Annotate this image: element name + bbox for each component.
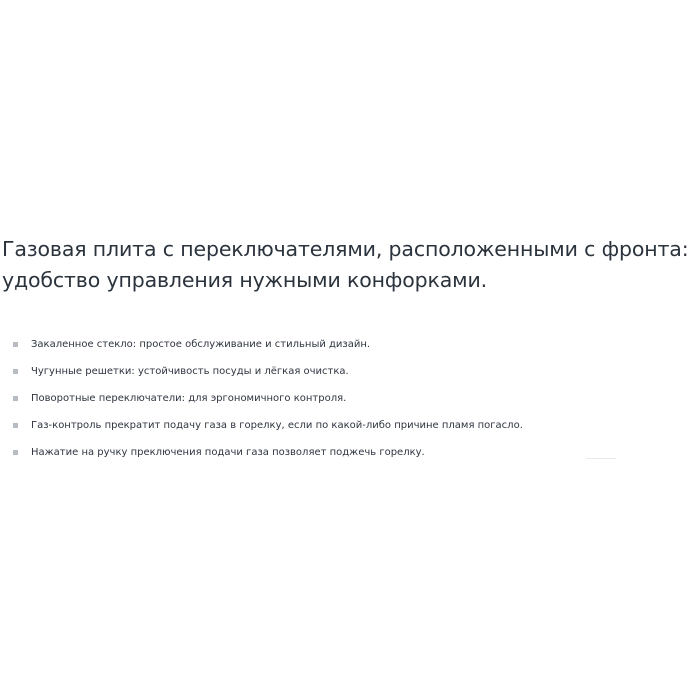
bullet-square-icon xyxy=(13,342,18,347)
feature-text: Поворотные переключатели: для эргономичного контроля. xyxy=(31,393,347,404)
feature-text: Чугунные решетки: устойчивость посуды и лёгкая очистка. xyxy=(31,366,349,377)
feature-item-cast-iron-grates xyxy=(13,358,523,385)
divider xyxy=(586,458,616,459)
feature-text: Нажатие на ручку преключения подачи газа позволяет поджечь горелку. xyxy=(31,447,425,458)
bullet-square-icon xyxy=(13,450,18,455)
bullet-square-icon xyxy=(13,423,18,428)
feature-item-ignition xyxy=(13,439,523,466)
feature-item-rotary-knobs xyxy=(13,385,523,412)
headline-line-2: удобство управления нужными конфорками. xyxy=(2,268,488,292)
feature-text: Закаленное стекло: простое обслуживание и стильный дизайн. xyxy=(31,339,371,350)
headline xyxy=(2,234,698,296)
bullet-square-icon xyxy=(13,396,18,401)
feature-item-tempered-glass xyxy=(13,331,523,358)
bullet-square-icon xyxy=(13,369,18,374)
headline-line-1: Газовая плита с переключателями, расположенными с фронта: xyxy=(2,237,689,261)
feature-list xyxy=(13,331,523,466)
feature-item-gas-control xyxy=(13,412,523,439)
feature-text: Газ-контроль прекратит подачу газа в горелку, если по какой-либо причине пламя погасло. xyxy=(31,420,523,431)
